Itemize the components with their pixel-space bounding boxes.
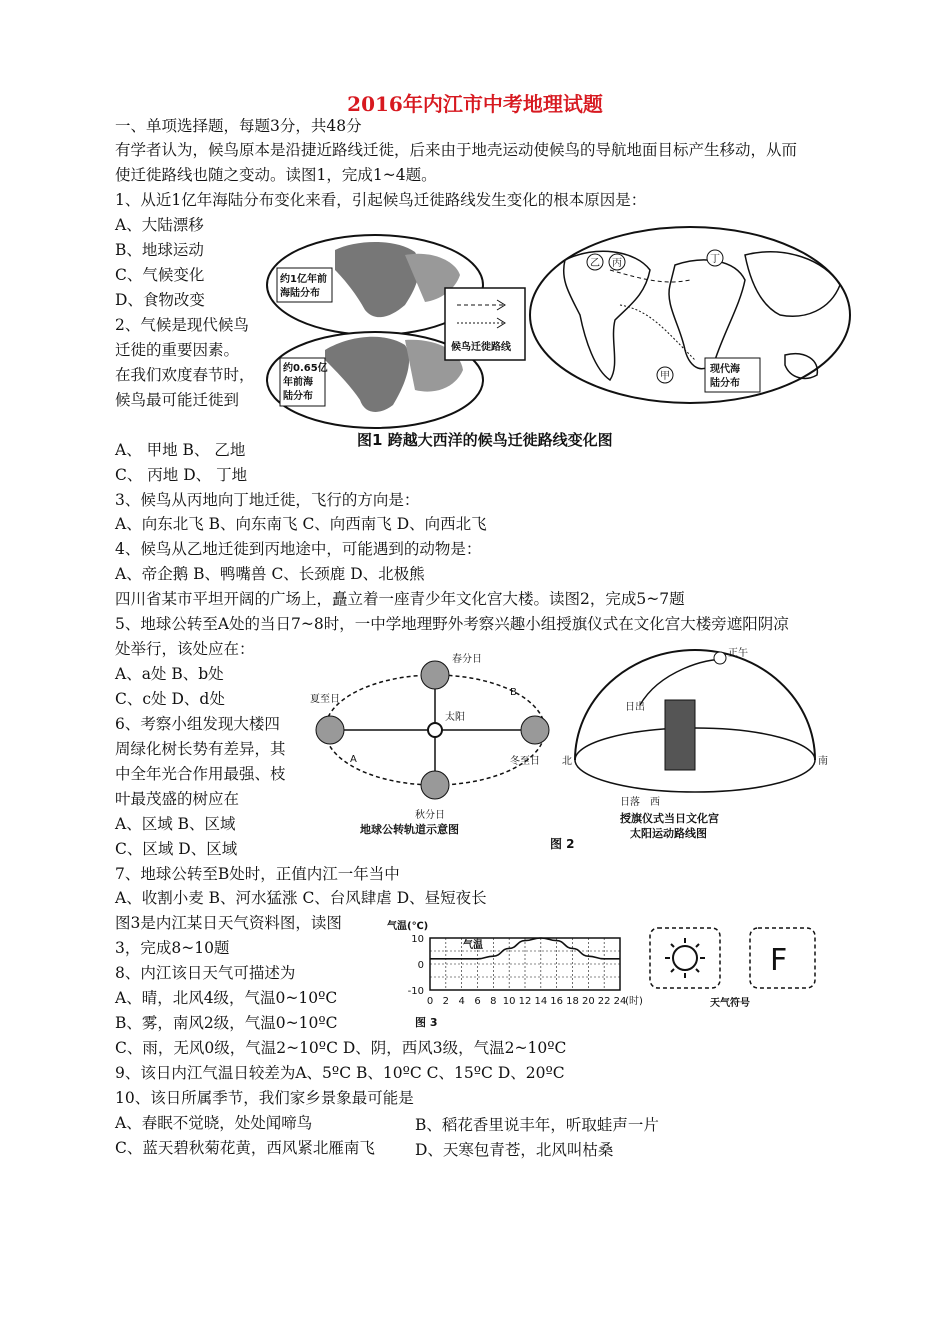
x-tick-label: 0	[426, 996, 434, 1007]
sun-icon	[428, 723, 442, 737]
figure-3	[385, 918, 825, 1033]
wind-symbol: F	[770, 943, 788, 978]
label-065-1: 约0.65亿	[283, 363, 328, 374]
q6-stem-1: 6、考察小组发现大楼四	[115, 715, 280, 733]
q8-stem: 8、内江该日天气可描述为	[115, 964, 296, 982]
q1-option-a: A、大陆漂移	[115, 216, 204, 234]
earth-autumn-icon	[421, 771, 449, 799]
q8-option-b: B、雾，南风2级，气温0~10ºC	[115, 1014, 338, 1032]
label-1yi-2: 海陆分布	[280, 288, 320, 299]
earth-winter-icon	[521, 716, 549, 744]
x-tick-label: 14	[534, 996, 548, 1007]
intro3-line-2: 3，完成8~10题	[115, 939, 230, 957]
fig3-grid	[430, 938, 620, 990]
fig2-right-title-2: 太阳运动路线图	[630, 827, 707, 840]
point-a: A	[350, 754, 357, 765]
label-autumn: 秋分日	[415, 810, 445, 821]
fig2-left-title: 地球公转轨道示意图	[360, 823, 459, 836]
sunny-icon	[665, 938, 705, 978]
q2-stem-2: 迁徙的重要因素。	[115, 341, 240, 359]
q2-stem-3: 在我们欢度春节时，	[115, 366, 255, 384]
legend-label: 候鸟迁徙路线	[451, 342, 511, 353]
q2-stem-4: 候鸟最可能迁徙到	[115, 391, 240, 409]
x-tick-label: 22	[597, 996, 611, 1007]
x-tick-label: 24	[613, 996, 627, 1007]
label-sunrise: 日出	[625, 702, 645, 713]
q5-stem-2: 处举行，该处应在：	[115, 640, 255, 658]
q10-option-a: A、春眠不觉晓，处处闻啼鸟	[115, 1114, 313, 1132]
q6-options-2: C、区域 D、区域	[115, 840, 238, 858]
q2-options-1: A、 甲地 B、 乙地	[115, 441, 246, 459]
label-west: 西	[650, 797, 660, 808]
label-north: 北	[562, 756, 572, 767]
q9-stem: 9、该日内江气温日较差为A、5ºC B、10ºC C、15ºC D、20ºC	[115, 1064, 565, 1082]
q1-stem: 1、从近1亿年海陆分布变化来看，引起候鸟迁徙路线发生变化的根本原因是：	[115, 191, 647, 209]
x-tick-label: 10	[502, 996, 516, 1007]
label-065-3: 陆分布	[283, 391, 313, 402]
curve-label: 气温	[463, 940, 483, 951]
place-yi: 乙	[590, 258, 600, 269]
label-summer: 夏至日	[310, 694, 340, 705]
building-icon	[665, 700, 695, 770]
intro-line-1: 有学者认为，候鸟原本是沿捷近路线迁徙，后来由于地壳运动使候鸟的导航地面目标产生移动，从而	[115, 141, 798, 159]
x-tick-label: 20	[581, 996, 595, 1007]
q1-option-b: B、地球运动	[115, 241, 204, 259]
q1-option-c: C、气候变化	[115, 266, 205, 284]
q8-option-a: A、晴，北风4级，气温0~10ºC	[115, 989, 338, 1007]
figure-3-caption: 图 3	[415, 1016, 438, 1029]
q5-stem-1: 5、地球公转至A处的当日7~8时，一中学地理野外考察兴趣小组授旗仪式在文化宫大楼旁遮阳阴凉	[115, 615, 789, 633]
figure-2	[300, 640, 840, 855]
q6-stem-4: 叶最茂盛的树应在	[115, 790, 240, 808]
earth-spring-icon	[421, 661, 449, 689]
point-b: B	[510, 687, 517, 698]
earth-summer-icon	[316, 716, 344, 744]
q6-options-1: A、区域 B、区域	[115, 815, 236, 833]
fig3-ylabel: 气温(℃)	[387, 921, 429, 932]
q4-options: A、帝企鹅 B、鸭嘴兽 C、长颈鹿 D、北极熊	[115, 565, 425, 583]
figure-1	[265, 210, 855, 455]
q5-options-2: C、c处 D、d处	[115, 690, 225, 708]
y-tick-label: -10	[407, 986, 424, 997]
x-tick-label: 2	[442, 996, 450, 1007]
weather-symbol-label: 天气符号	[710, 998, 750, 1009]
label-065-2: 年前海	[283, 377, 313, 388]
sun-label: 太阳	[445, 712, 465, 723]
intro3-line-1: 图3是内江某日天气资料图，读图	[115, 914, 342, 932]
x-tick-label: 6	[474, 996, 481, 1007]
label-now-2: 陆分布	[710, 378, 740, 389]
label-south: 南	[818, 756, 828, 767]
place-ding: 丁	[710, 254, 720, 265]
q6-stem-2: 周绿化树长势有差异，其	[115, 740, 286, 758]
q6-stem-3: 中全年光合作用最强、枝	[115, 765, 286, 783]
q8-option-cd: C、雨，无风0级，气温2~10ºC D、阴，西风3级，气温2~10ºC	[115, 1039, 567, 1057]
figure-2-caption: 图 2	[550, 837, 575, 851]
fig3-xticks	[427, 994, 643, 1007]
q7-stem: 7、地球公转至B处时，正值内江一年当中	[115, 865, 400, 883]
x-tick-label: 4	[458, 996, 465, 1007]
q10-option-c: C、蓝天碧秋菊花黄，西风紧北雁南飞	[115, 1139, 375, 1157]
y-tick-label: 0	[417, 960, 424, 971]
q3-options: A、向东北飞 B、向东南飞 C、向西南飞 D、向西北飞	[115, 515, 487, 533]
q5-options-1: A、a处 B、b处	[115, 665, 224, 683]
section-heading: 一、单项选择题，每题3分，共48分	[115, 117, 362, 135]
fig2-right-title-1: 授旗仪式当日文化宫	[620, 812, 719, 825]
intro-line-2: 使迁徙路线也随之变动。读图1，完成1~4题。	[115, 166, 437, 184]
x-tick-label: (时)	[625, 996, 643, 1007]
label-1yi-1: 约1亿年前	[280, 274, 327, 285]
q1-option-d: D、食物改变	[115, 291, 205, 309]
q3-stem: 3、候鸟从丙地向丁地迁徙，飞行的方向是：	[115, 491, 420, 509]
x-tick-label: 8	[490, 996, 497, 1007]
x-tick-label: 16	[550, 996, 564, 1007]
q2-options-2: C、 丙地 D、 丁地	[115, 466, 248, 484]
q10-option-d: D、天寒包青苍，北风叫枯桑	[415, 1141, 614, 1159]
label-sunset: 日落	[620, 797, 640, 808]
label-winter: 冬至日	[510, 756, 540, 767]
place-bing: 丙	[612, 258, 622, 269]
x-tick-label: 18	[566, 996, 579, 1007]
fig3-yticks	[408, 934, 424, 997]
label-noon: 正午	[728, 648, 748, 659]
q10-stem: 10、该日所属季节，我们家乡景象最可能是	[115, 1089, 414, 1107]
intro2: 四川省某市平坦开阔的广场上，矗立着一座青少年文化宫大楼。读图2，完成5~7题	[115, 590, 685, 608]
q10-option-b: B、稻花香里说丰年，听取蛙声一片	[415, 1116, 659, 1134]
label-now-1: 现代海	[710, 364, 740, 375]
place-jia: 甲	[660, 371, 670, 382]
label-spring: 春分日	[452, 654, 482, 665]
y-tick-label: 10	[411, 934, 424, 945]
sunny-symbol-frame	[650, 928, 720, 988]
q7-options: A、收割小麦 B、河水猛涨 C、台风肆虐 D、昼短夜长	[115, 889, 487, 907]
figure-1-caption: 图1 跨越大西洋的候鸟迁徙路线变化图	[357, 431, 613, 449]
q2-stem-1: 2、气候是现代候鸟	[115, 316, 249, 334]
page-title: 2016年内江市中考地理试题	[347, 92, 603, 116]
x-tick-label: 12	[518, 996, 532, 1007]
q4-stem: 4、候鸟从乙地迁徙到丙地途中，可能遇到的动物是：	[115, 540, 482, 558]
